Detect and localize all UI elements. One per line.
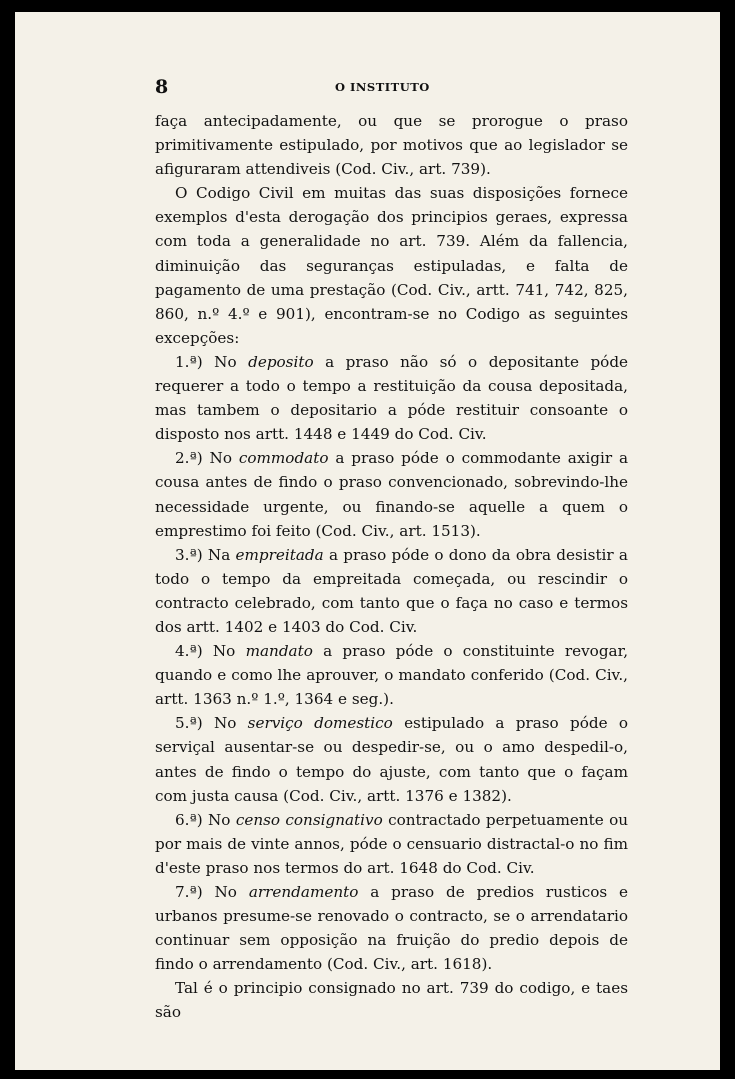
item-number: 4.ª): [175, 642, 203, 661]
item-term: deposito: [248, 352, 314, 371]
list-item-mandato: [155, 639, 628, 711]
item-term: censo consignativo: [235, 810, 383, 829]
page-header: [155, 76, 625, 98]
item-number: 3.ª): [175, 545, 203, 564]
item-term: serviço domestico: [247, 714, 393, 733]
item-number: 2.ª): [175, 449, 203, 468]
item-preposition: No: [212, 642, 236, 661]
body-text: [155, 109, 628, 1025]
item-text: a praso não só o depositante póde requerer a todo o tempo a restituição da cousa depositada, mas tambem o depositario a póde restituir consoante o disposto nos artt. 1448 e 1449 do Cod. Civ.: [155, 352, 629, 444]
list-item-arrendamento: [155, 880, 628, 976]
item-preposition: Na: [207, 545, 231, 564]
item-term: empreitada: [235, 545, 324, 564]
item-text: a praso póde o constituinte revogar, quando e como lhe aprouver, o mandato conferido (Cod. Civ., artt. 1363 n.º 1.º, 1364 e seg.).: [155, 642, 629, 709]
paragraph-continuation: faça antecipadamente, ou que se prorogue o praso primitivamente estipulado, por motivos que ao legislador se afiguraram attendiveis (Cod. Civ., art. 739).: [155, 112, 628, 179]
item-number: 5.ª): [175, 714, 203, 733]
item-term: mandato: [245, 642, 313, 661]
item-number: 6.ª): [175, 810, 203, 829]
item-text: contractado perpetuamente ou por mais de vinte annos, póde o censuario distractal-o no fim d'este praso nos termos do art. 1648 do Cod. Civ.: [155, 810, 629, 877]
item-preposition: No: [209, 449, 232, 468]
list-item-commodato: [155, 446, 628, 542]
list-item-empreitada: [155, 543, 628, 639]
list-item-servico-domestico: [155, 711, 628, 807]
item-text: a praso póde o dono da obra desistir a todo o tempo da empreitada começada, ou rescindir o contracto celebrado, com tanto que o faça no caso e termos dos artt. 1402 e 1403 do Cod. Civ.: [155, 545, 628, 636]
item-text: estipulado a praso póde o serviçal ausentar-se ou despedir-se, ou o amo despedil-o, antes de findo o tempo do ajuste, com tanto que o façam com justa causa (Cod. Civ., artt. 1376 e 1382).: [155, 714, 629, 805]
page-edge-rule: [14, 0, 15, 1079]
item-term: commodato: [238, 449, 329, 468]
running-title: O INSTITUTO: [335, 80, 430, 94]
list-item-deposito: [155, 350, 628, 446]
item-preposition: No: [214, 883, 237, 901]
page-number: 8: [155, 76, 169, 98]
item-preposition: No: [214, 352, 237, 371]
item-text: a praso póde o commodante axigir a cousa antes de findo o praso convencionado, sobrevindo-lhe necessidade urgente, ou finando-se aquelle a quem o emprestimo foi feito (Cod. Civ., art. 1513).: [155, 449, 629, 540]
item-number: 1.ª): [175, 352, 203, 371]
item-preposition: No: [213, 714, 237, 733]
list-item-censo-consignativo: [155, 808, 628, 880]
paragraph-intro: O Codigo Civil em muitas das suas disposições fornece exemplos d'esta derogação dos principios geraes, expressa com toda a generalidade no art. 739. Além da fallencia, diminuição das seguranças estipuladas, e falta de pagamento de uma prestação (Cod. Civ., artt. 741, 742, 825, 860, n.º 4.º e 901), encontram-se no Codigo as seguintes excepções:: [155, 184, 628, 347]
item-term: arrendamento: [248, 883, 359, 901]
paragraph-final: Tal é o principio consignado no art. 739 do codigo, e taes são: [155, 979, 628, 1022]
item-preposition: No: [208, 810, 231, 829]
item-number: 7.ª): [175, 883, 203, 901]
item-text: a praso de predios rusticos e urbanos presume-se renovado o contracto, se o arrendatario continuar sem opposição na fruição do predio depois de findo o arrendamento (Cod. Civ., art. 1618).: [155, 883, 629, 974]
